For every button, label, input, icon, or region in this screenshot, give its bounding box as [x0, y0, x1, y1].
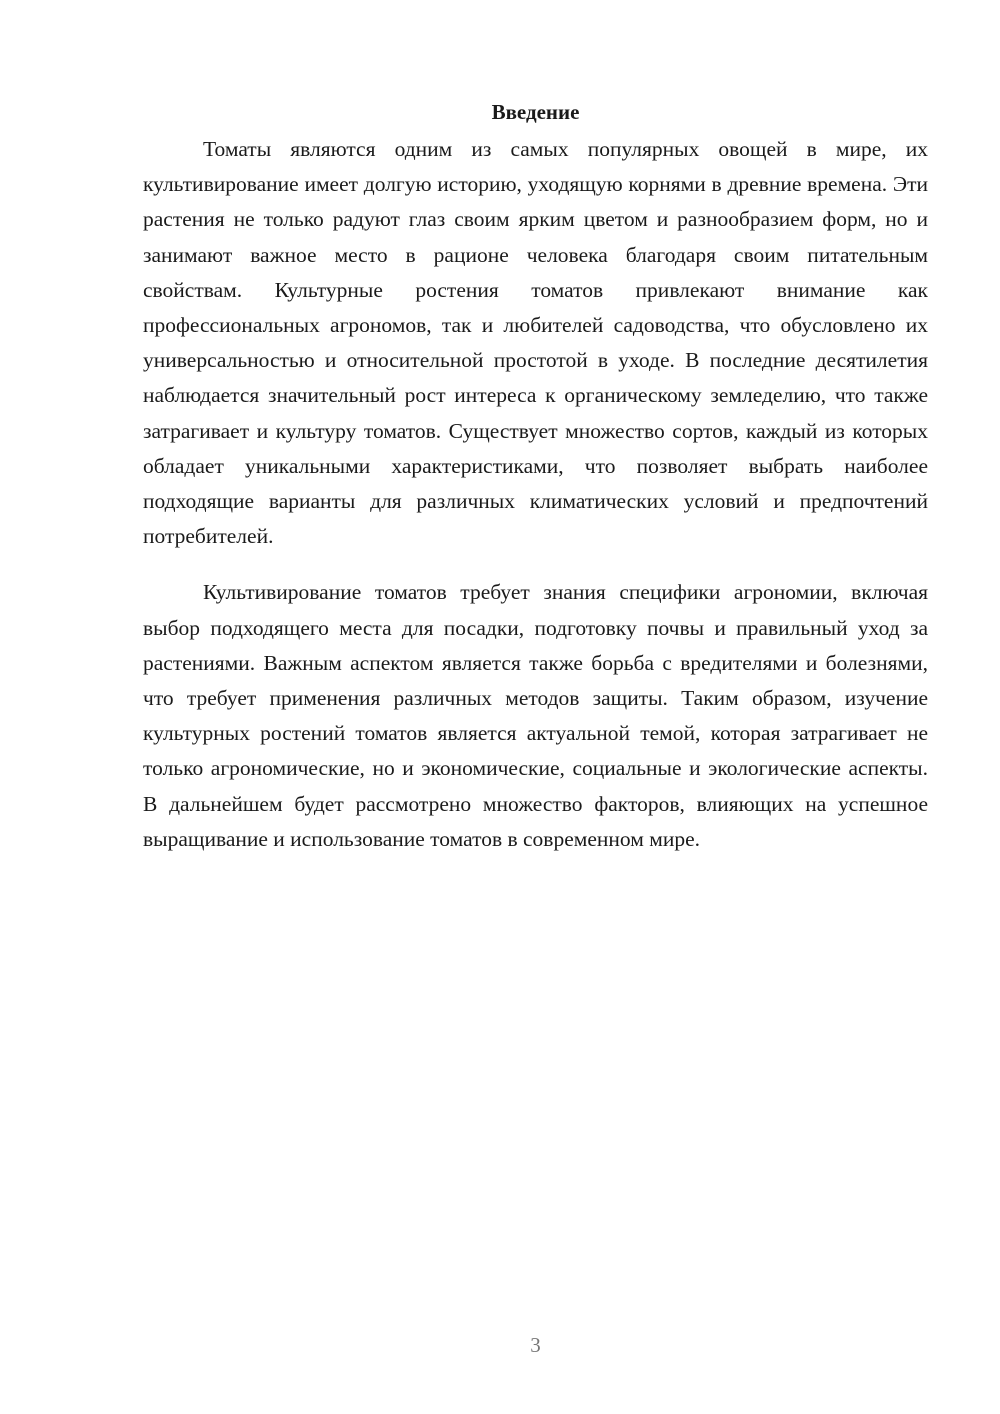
section-heading: Введение	[491, 100, 580, 124]
paragraph-2: Культивирование томатов требует знания специфики агрономии, включая выбор подходящего места для посадки, подготовку почвы и правильный уход за растениями. Важным аспектом является также борьба с вредителями и болезнями, что требует применения различных методов защиты. Таким образом, изучение культурных ростений томатов является актуальной темой, которая затрагивает не только агрономические, но и экономические, социальные и экологические аспекты. В дальнейшем будет рассмотрено множество факторов, влияющих на успешное выращивание и использование томатов в современном мире.	[143, 580, 928, 851]
page-number: 3	[530, 1333, 541, 1357]
page-content	[143, 97, 928, 857]
paragraph-1: Томаты являются одним из самых популярных овощей в мире, их культивирование имеет долгую историю, уходящую корнями в древние времена. Эти растения не только радуют глаз своим ярким цветом и разнообразием форм, но и занимают важное место в рационе человека благодаря своим питательным свойствам. Культурные ростения томатов привлекают внимание как профессиональных агрономов, так и любителей садоводства, что обусловлено их универсальностью и относительной простотой в уходе. В последние десятилетия наблюдается значительный рост интереса к органическому земледелию, что также затрагивает и культуру томатов. Существует множество сортов, каждый из которых обладает уникальными характеристиками, что позволяет выбрать наиболее подходящие варианты для различных климатических условий и предпочтений потребителей.	[143, 137, 928, 549]
